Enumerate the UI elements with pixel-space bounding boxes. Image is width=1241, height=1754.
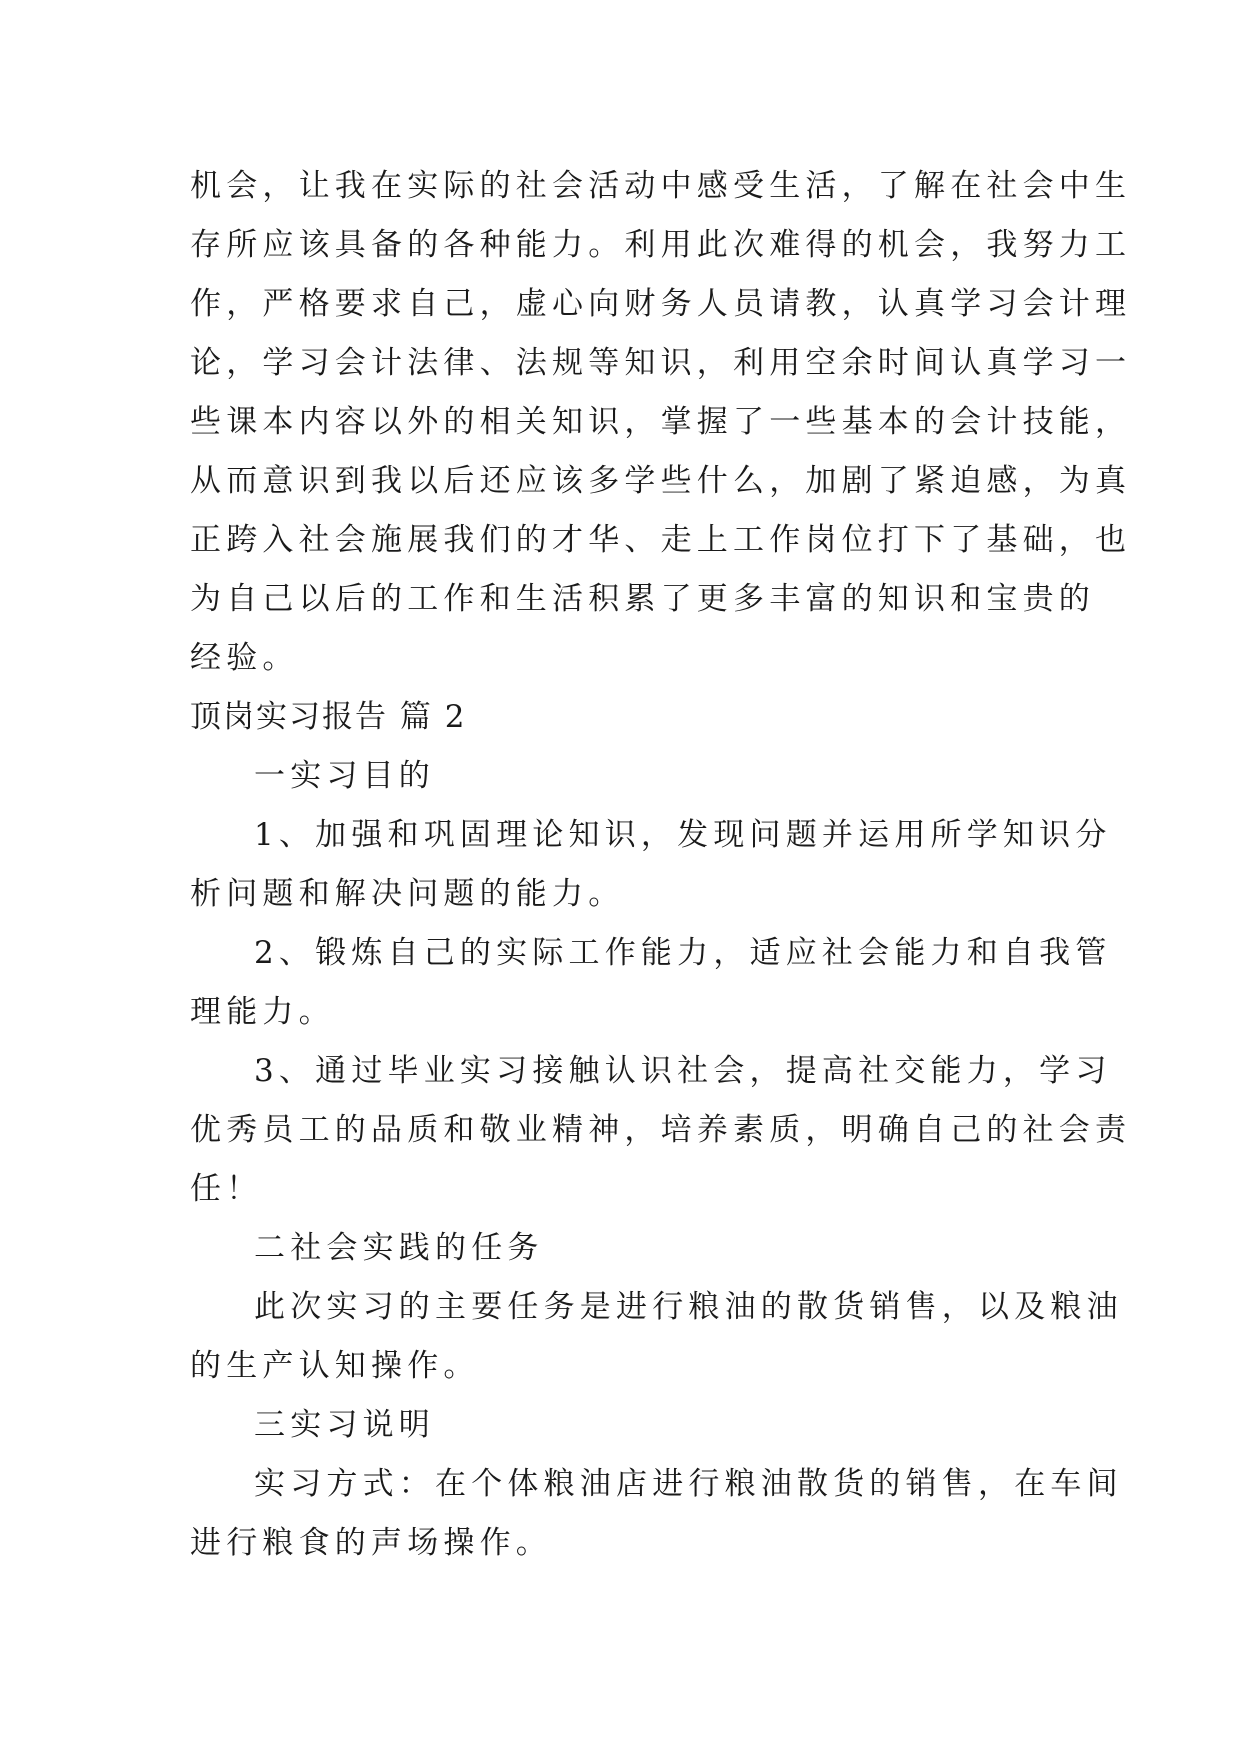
list-item-line: 1、加强和巩固理论知识，发现问题并运用所学知识分 bbox=[254, 817, 1112, 853]
body-line: 些课本内容以外的相关知识，掌握了一些基本的会计技能， bbox=[190, 404, 1132, 440]
body-line: 存所应该具备的各种能力。利用此次难得的机会，我努力工 bbox=[190, 227, 1132, 263]
body-line: 为自己以后的工作和生活积累了更多丰富的知识和宝贵的 bbox=[190, 581, 1095, 617]
body-line: 经验。 bbox=[190, 640, 299, 676]
list-item-line: 析问题和解决问题的能力。 bbox=[190, 876, 625, 912]
list-item-line: 理能力。 bbox=[190, 994, 335, 1030]
document-body bbox=[190, 157, 1132, 1573]
body-line: 机会，让我在实际的社会活动中感受生活，了解在社会中生 bbox=[190, 168, 1132, 204]
list-item-line: 优秀员工的品质和敬业精神，培养素质，明确自己的社会责 bbox=[190, 1112, 1132, 1148]
body-line: 实习方式：在个体粮油店进行粮油散货的销售，在车间 bbox=[254, 1466, 1123, 1502]
list-item-line: 任！ bbox=[190, 1171, 263, 1207]
section-heading: 三实习说明 bbox=[254, 1407, 435, 1443]
section-title: 顶岗实习报告 篇 2 bbox=[190, 699, 467, 735]
body-line: 正跨入社会施展我们的才华、走上工作岗位打下了基础，也 bbox=[190, 522, 1132, 558]
list-item-line: 2、锻炼自己的实际工作能力，适应社会能力和自我管 bbox=[254, 935, 1112, 971]
body-line: 的生产认知操作。 bbox=[190, 1348, 480, 1384]
section-heading: 二社会实践的任务 bbox=[254, 1230, 544, 1266]
body-line: 论，学习会计法律、法规等知识，利用空余时间认真学习一 bbox=[190, 345, 1132, 381]
list-item-line: 3、通过毕业实习接触认识社会，提高社交能力，学习 bbox=[254, 1053, 1112, 1089]
body-line: 作，严格要求自己，虚心向财务人员请教，认真学习会计理 bbox=[190, 286, 1132, 322]
section-heading: 一实习目的 bbox=[254, 758, 435, 794]
body-line: 此次实习的主要任务是进行粮油的散货销售，以及粮油 bbox=[254, 1289, 1123, 1325]
body-line: 进行粮食的声场操作。 bbox=[190, 1525, 552, 1561]
body-line: 从而意识到我以后还应该多学些什么，加剧了紧迫感，为真 bbox=[190, 463, 1132, 499]
